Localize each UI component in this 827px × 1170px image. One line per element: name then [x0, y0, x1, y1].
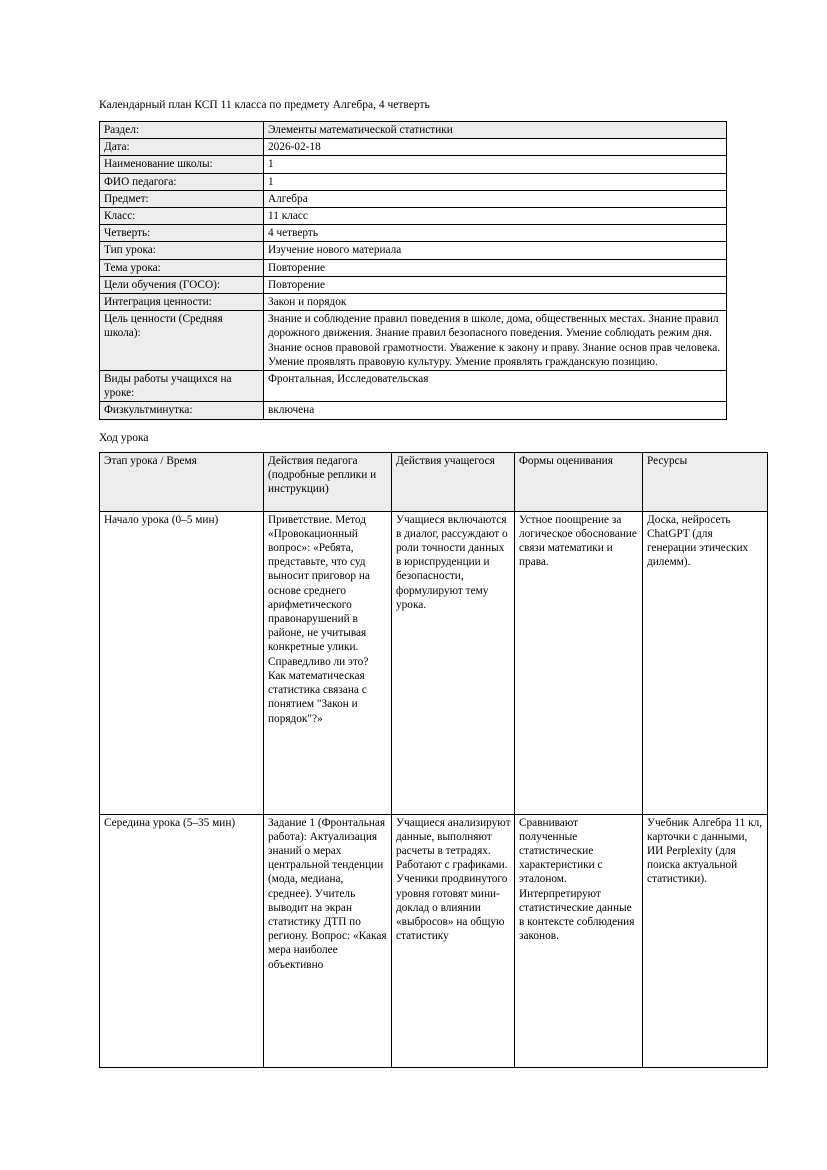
table-row [100, 814, 768, 1067]
flow-cell-stage: Начало урока (0–5 мин) [100, 511, 264, 814]
column-header-stage [100, 452, 264, 511]
info-row-label: Тема урока: [100, 259, 264, 276]
lesson-info-table [99, 121, 727, 420]
lesson-info-body [100, 122, 727, 420]
info-row-label: Класс: [100, 208, 264, 225]
column-header-resources-label: Ресурсы [647, 454, 688, 467]
info-row-label: ФИО педагога: [100, 173, 264, 190]
table-row [100, 276, 727, 293]
info-row-value: Знание и соблюдение правил поведения в школе, дома, общественных местах. Знание правил дорожного движения. Знание правил безопасного поведения. Умение соблюдать режим дня. Знание основ правовой грамотности. Уважение к закону и праву. Знание основ прав человека. Умение проявлять правовую культуру. Умение проявлять гражданскую позицию. [264, 311, 727, 371]
flow-cell-student: Учащиеся включаются в диалог, рассуждают о роли точности данных в юриспруденции и безопасности, формулируют тему урока. [392, 511, 515, 814]
table-row [100, 122, 727, 139]
table-row [100, 156, 727, 173]
table-row [100, 173, 727, 190]
page-content [99, 98, 763, 1068]
flow-cell-assessment: Сравнивают полученные статистические характеристики с эталоном. Интерпретируют статистические данные в контексте соблюдения законов. [515, 814, 643, 1067]
info-row-value: 2026-02-18 [264, 139, 727, 156]
flow-cell-student: Учащиеся анализируют данные, выполняют расчеты в тетрадях. Работают с графиками. Ученики продвинутого уровня готовят мини-доклад о влиянии «выбросов» на общую статистику [392, 814, 515, 1067]
table-row [100, 208, 727, 225]
table-row [100, 511, 768, 814]
info-row-value: включена [264, 402, 727, 419]
table-row [100, 311, 727, 371]
info-row-value: 1 [264, 173, 727, 190]
info-row-value: Повторение [264, 259, 727, 276]
info-row-value: Повторение [264, 276, 727, 293]
flow-cell-resources: Доска, нейросеть ChatGPT (для генерации этических дилемм). [643, 511, 768, 814]
column-header-teacher [264, 452, 392, 511]
table-row [100, 402, 727, 419]
flow-cell-stage: Середина урока (5–35 мин) [100, 814, 264, 1067]
table-row [100, 294, 727, 311]
info-row-label: Четверть: [100, 225, 264, 242]
column-header-student [392, 452, 515, 511]
column-header-teacher-label: Действия педагога (подробные реплики и инструкции) [268, 454, 380, 496]
info-row-value: Элементы математической статистики [264, 122, 727, 139]
lesson-flow-heading: Ход урока [99, 431, 149, 444]
info-row-value: 4 четверть [264, 225, 727, 242]
flow-cell-teacher: Задание 1 (Фронтальная работа): Актуализация знаний о мерах центральной тенденции (мода, медиана, среднее). Учитель выводит на экран статистику ДТП по региону. Вопрос: «Какая мера наиболее объективно [264, 814, 392, 1067]
info-row-label: Цель ценности (Средняя школа): [100, 311, 264, 371]
lesson-flow-table [99, 452, 768, 1068]
info-row-label: Тип урока: [100, 242, 264, 259]
info-row-value: Изучение нового материала [264, 242, 727, 259]
column-header-stage-label: Этап урока / Время [104, 454, 197, 467]
lesson-flow-body [100, 511, 768, 1067]
column-header-assessment [515, 452, 643, 511]
table-row [100, 139, 727, 156]
flow-cell-teacher: Приветствие. Метод «Провокационный вопрос»: «Ребята, представьте, что суд выносит приговор на основе среднего арифметического правонарушений в районе, не учитывая конкретные улики. Справедливо ли это? Как математическая статистика связана с понятием "Закон и порядок"?» [264, 511, 392, 814]
info-row-label: Интеграция ценности: [100, 294, 264, 311]
info-row-label: Раздел: [100, 122, 264, 139]
info-row-value: 11 класс [264, 208, 727, 225]
info-row-label: Цели обучения (ГОСО): [100, 276, 264, 293]
info-row-label: Дата: [100, 139, 264, 156]
column-header-student-label: Действия учащегося [396, 454, 495, 467]
info-row-label: Предмет: [100, 190, 264, 207]
table-row [100, 190, 727, 207]
info-row-value: Алгебра [264, 190, 727, 207]
column-header-resources [643, 452, 768, 511]
info-row-value: 1 [264, 156, 727, 173]
table-row [100, 225, 727, 242]
table-header-row [100, 452, 768, 511]
table-row [100, 259, 727, 276]
info-row-label: Наименование школы: [100, 156, 264, 173]
lesson-flow-head [100, 452, 768, 511]
table-row [100, 242, 727, 259]
table-spacer [99, 420, 727, 427]
page-title: Календарный план КСП 11 класса по предмету Алгебра, 4 четверть [99, 99, 430, 111]
info-row-label: Физкультминутка: [100, 402, 264, 419]
table-row [100, 371, 727, 402]
info-row-label: Виды работы учащихся на уроке: [100, 371, 264, 402]
flow-cell-resources: Учебник Алгебра 11 кл, карточки с данными, ИИ Perplexity (для поиска актуальной статистики). [643, 814, 768, 1067]
info-row-value: Закон и порядок [264, 294, 727, 311]
flow-cell-assessment: Устное поощрение за логическое обоснование связи математики и права. [515, 511, 643, 814]
info-row-value: Фронтальная, Исследовательская [264, 371, 727, 402]
column-header-assessment-label: Формы оценивания [519, 454, 613, 467]
